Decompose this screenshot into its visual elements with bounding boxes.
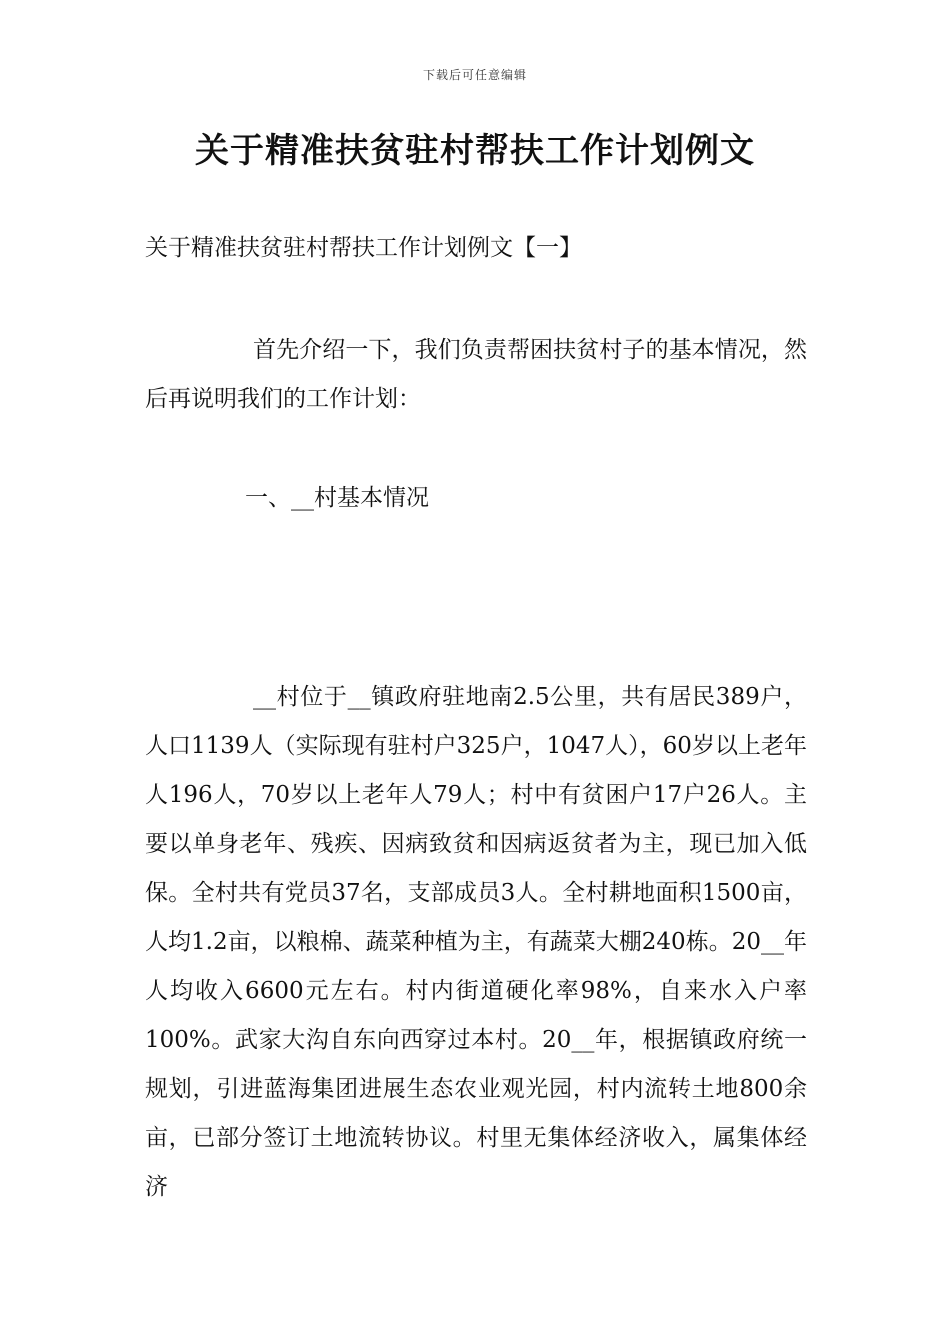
document-title: 关于精准扶贫驻村帮扶工作计划例文: [195, 131, 755, 171]
header-note: 下载后可任意编辑: [422, 68, 527, 82]
body-paragraph: __村位于__镇政府驻地南2.5公里，共有居民389户，人口1139人（实际现有驻村户325户，1047人），60岁以上老年人196人，70岁以上老年人79人；村中有贫困户17户26人。主要以单身老年、残疾、因病致贫和因病返贫者为主，现已加入低保。全村共有党员37名，支部成员3人。全村耕地面积1500亩，人均1.2亩，以粮棉、蔬菜种植为主，有蔬菜大棚240栋。20__年人均收入6600元左右。村内街道硬化率98%，自来水入户率100%。武家大沟自东向西穿过本村。20__年，根据镇政府统一规划，引进蓝海集团进展生态农业观光园，村内流转土地800余亩，已部分签订土地流转协议。村里无集体经济收入，属集体经济: [145, 684, 807, 1200]
subheading-village-info: 一、__村基本情况: [245, 485, 429, 511]
intro-paragraph: 首先介绍一下，我们负责帮困扶贫村子的基本情况，然后再说明我们的工作计划：: [145, 337, 807, 412]
section-heading: 关于精准扶贫驻村帮扶工作计划例文【一】: [145, 235, 582, 261]
